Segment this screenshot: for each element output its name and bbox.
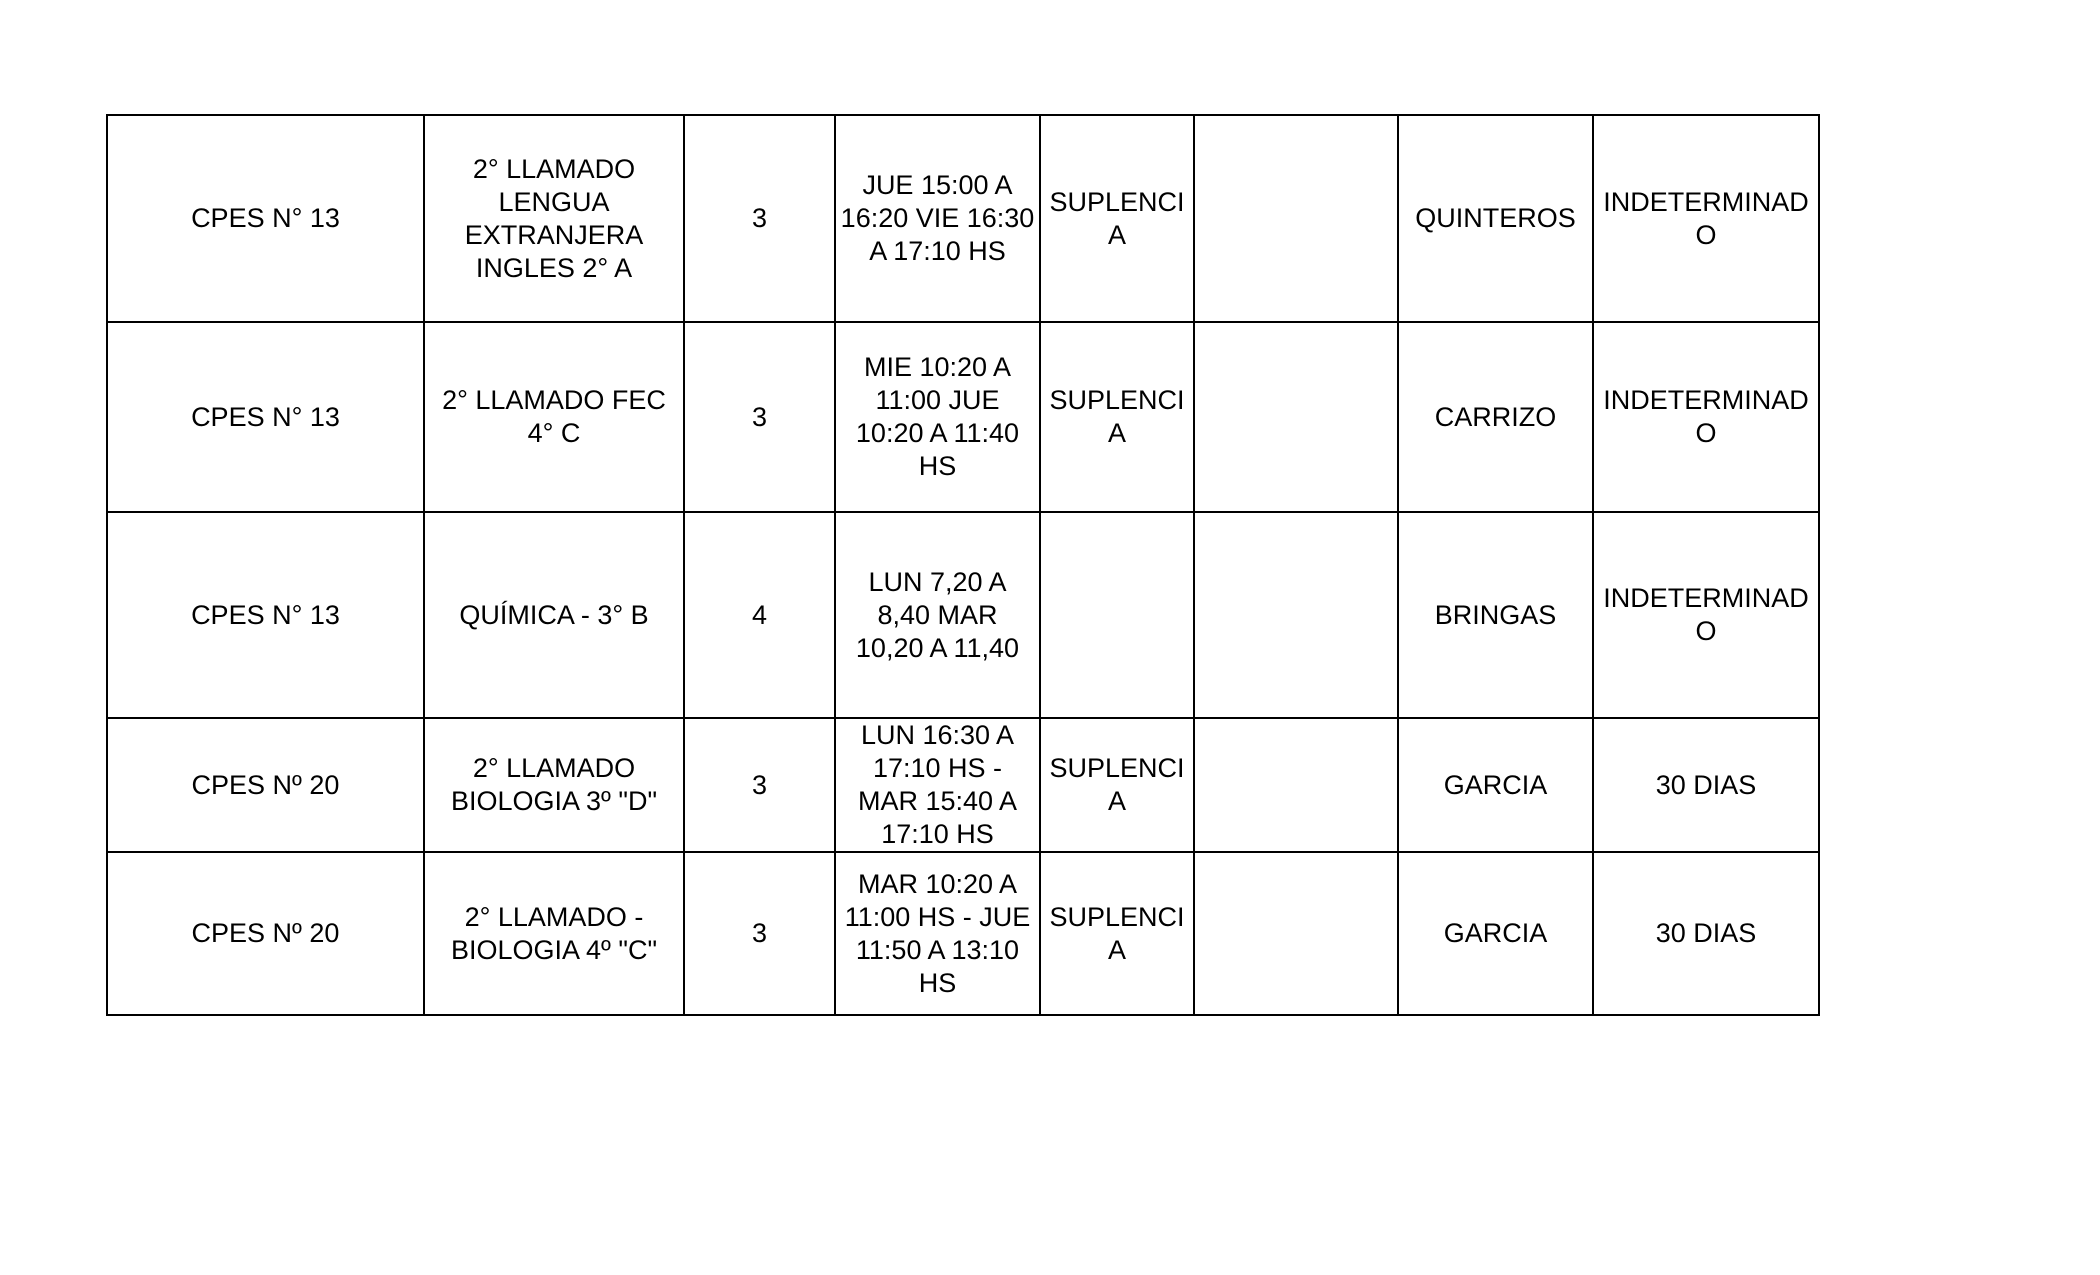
- horas-cell: 4: [684, 512, 835, 718]
- horario-cell: MIE 10:20 A 11:00 JUE 10:20 A 11:40 HS: [835, 322, 1040, 512]
- horas-cell: 3: [684, 322, 835, 512]
- observacion-cell: [1194, 718, 1398, 852]
- docente-cell: GARCIA: [1398, 852, 1593, 1015]
- situacion-cell: SUPLENCI A: [1040, 852, 1194, 1015]
- horario-cell: MAR 10:20 A 11:00 HS - JUE 11:50 A 13:10 HS: [835, 852, 1040, 1015]
- docente-cell: BRINGAS: [1398, 512, 1593, 718]
- situacion-cell: SUPLENCI A: [1040, 115, 1194, 322]
- cargos-table: [106, 114, 1820, 1016]
- horas-cell: 3: [684, 115, 835, 322]
- docente-cell: CARRIZO: [1398, 322, 1593, 512]
- duracion-cell: 30 DIAS: [1593, 718, 1819, 852]
- cargo-cell: 2° LLAMADO - BIOLOGIA 4º "C": [424, 852, 684, 1015]
- docente-cell: QUINTEROS: [1398, 115, 1593, 322]
- table-row: [107, 852, 1819, 1015]
- table-row: [107, 322, 1819, 512]
- duracion-cell: INDETERMINAD O: [1593, 322, 1819, 512]
- horas-cell: 3: [684, 852, 835, 1015]
- duracion-cell: INDETERMINAD O: [1593, 512, 1819, 718]
- duracion-cell: 30 DIAS: [1593, 852, 1819, 1015]
- table-row: [107, 115, 1819, 322]
- observacion-cell: [1194, 852, 1398, 1015]
- escuela-cell: CPES N° 13: [107, 512, 424, 718]
- cargo-cell: 2° LLAMADO FEC 4° C: [424, 322, 684, 512]
- duracion-cell: INDETERMINAD O: [1593, 115, 1819, 322]
- docente-cell: GARCIA: [1398, 718, 1593, 852]
- cargo-cell: 2° LLAMADO BIOLOGIA 3º "D": [424, 718, 684, 852]
- table-row: [107, 512, 1819, 718]
- escuela-cell: CPES N° 13: [107, 115, 424, 322]
- observacion-cell: [1194, 322, 1398, 512]
- horario-cell: JUE 15:00 A 16:20 VIE 16:30 A 17:10 HS: [835, 115, 1040, 322]
- cargo-cell: QUÍMICA - 3° B: [424, 512, 684, 718]
- escuela-cell: CPES N° 13: [107, 322, 424, 512]
- observacion-cell: [1194, 512, 1398, 718]
- escuela-cell: CPES Nº 20: [107, 718, 424, 852]
- horas-cell: 3: [684, 718, 835, 852]
- table-row: [107, 718, 1819, 852]
- observacion-cell: [1194, 115, 1398, 322]
- situacion-cell: SUPLENCI A: [1040, 322, 1194, 512]
- horario-cell: LUN 7,20 A 8,40 MAR 10,20 A 11,40: [835, 512, 1040, 718]
- cargo-cell: 2° LLAMADO LENGUA EXTRANJERA INGLES 2° A: [424, 115, 684, 322]
- situacion-cell: SUPLENCI A: [1040, 718, 1194, 852]
- escuela-cell: CPES Nº 20: [107, 852, 424, 1015]
- situacion-cell: [1040, 512, 1194, 718]
- horario-cell: LUN 16:30 A 17:10 HS - MAR 15:40 A 17:10 HS: [835, 718, 1040, 852]
